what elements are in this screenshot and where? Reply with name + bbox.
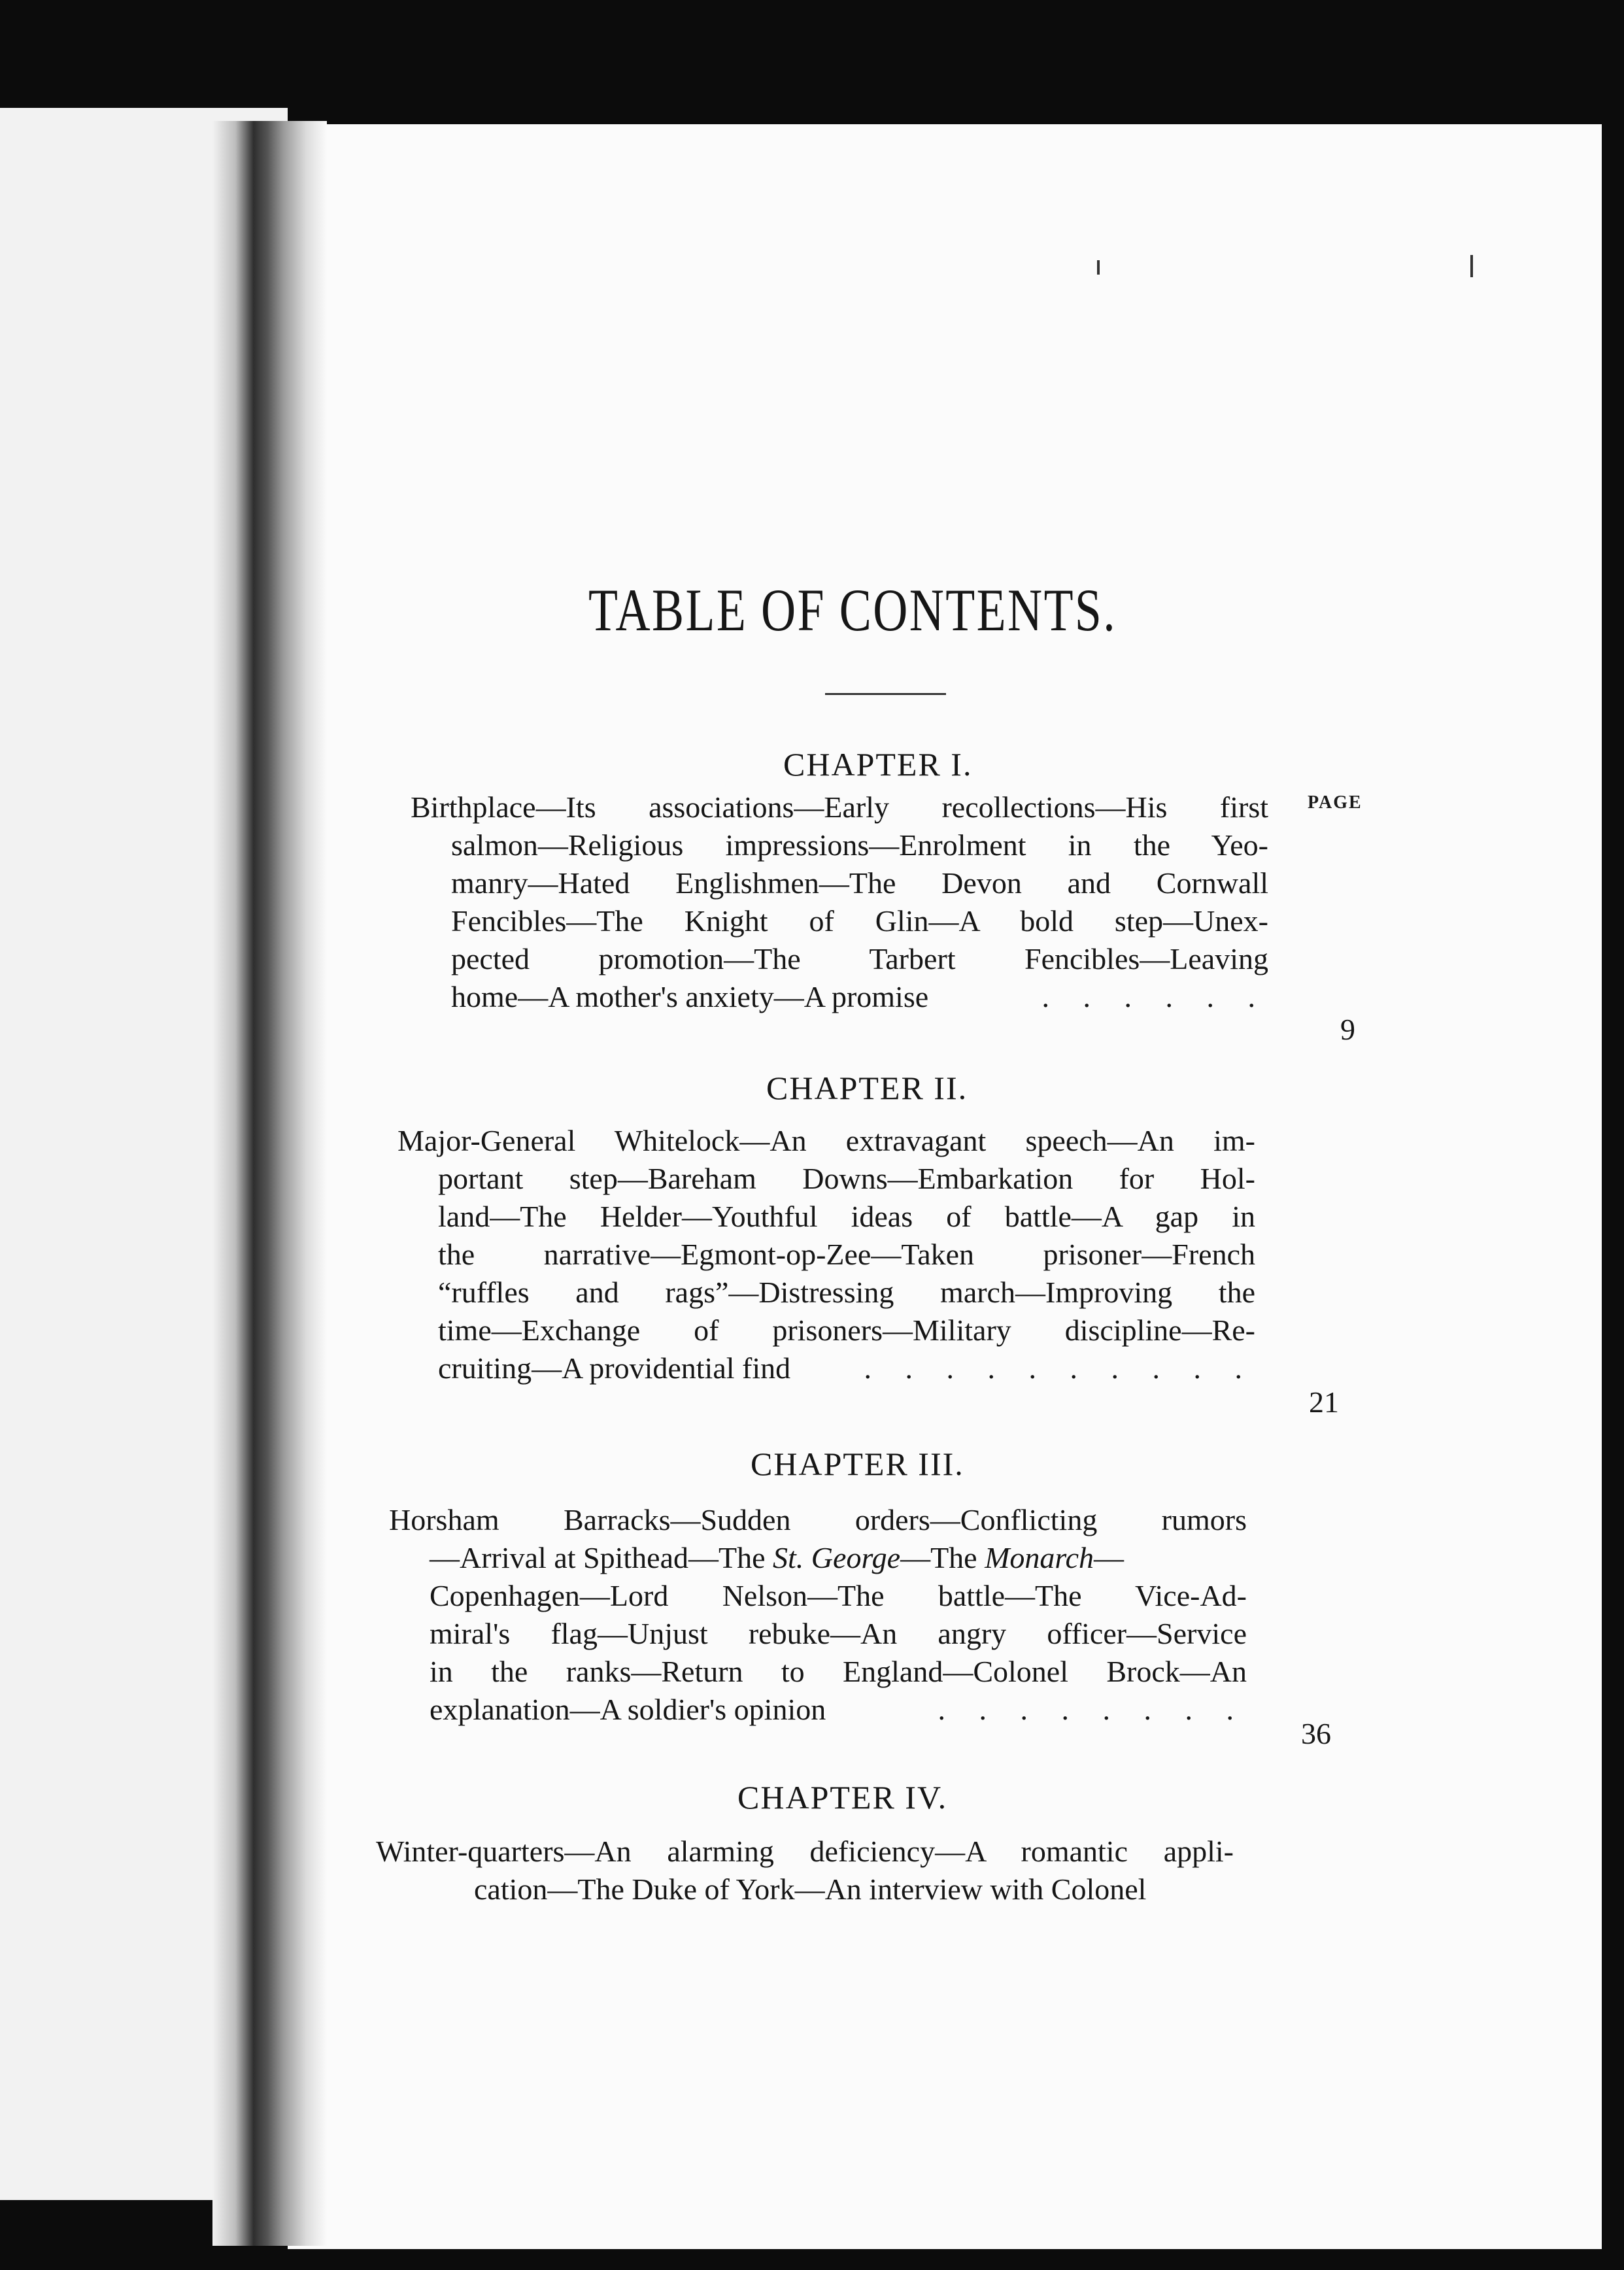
summary-line: cation—The Duke of York—An interview with Colonel bbox=[474, 1872, 1147, 1906]
summary-line: pected promotion—The Tarbert Fencibles—Leaving bbox=[451, 942, 1268, 975]
chapter-summary bbox=[376, 1834, 1234, 1910]
page-column-label: PAGE bbox=[1308, 792, 1362, 813]
summary-line: miral's flag—Unjust rebuke—An angry officer—Service bbox=[430, 1617, 1247, 1650]
summary-line bbox=[430, 1692, 1247, 1730]
summary-text: cruiting—A providential find bbox=[438, 1351, 791, 1385]
summary-line: Birthplace—Its associations—Early recollections—His first bbox=[411, 790, 1268, 824]
summary-line bbox=[430, 1540, 1247, 1578]
chapter-heading: CHAPTER IV. bbox=[737, 1779, 948, 1816]
summary-line bbox=[451, 979, 1268, 1017]
summary-line: Copenhagen—Lord Nelson—The battle—The Vice-Ad- bbox=[430, 1579, 1247, 1612]
summary-line: portant step—Bareham Downs—Embarkation for Hol- bbox=[438, 1162, 1255, 1195]
summary-line: land—The Helder—Youthful ideas of battle—A gap in bbox=[438, 1200, 1255, 1233]
summary-line: time—Exchange of prisoners—Military discipline—Re- bbox=[438, 1313, 1255, 1347]
summary-text: explanation—A soldier's opinion bbox=[430, 1693, 826, 1726]
summary-text: —Arrival at Spithead—The St. George—The Monarch— bbox=[430, 1541, 1125, 1574]
summary-line: “ruffles and rags”—Distressing march—Improving the bbox=[438, 1276, 1255, 1309]
chapter-heading: CHAPTER II. bbox=[766, 1070, 968, 1106]
chapter-summary bbox=[398, 1123, 1255, 1389]
page-number: 36 bbox=[1301, 1717, 1331, 1750]
chapter-summary bbox=[389, 1502, 1247, 1730]
dot-leader: . . . . . . . . bbox=[938, 1693, 1247, 1726]
dot-leader: . . . . . . bbox=[1041, 980, 1268, 1013]
page-mark bbox=[1470, 255, 1473, 277]
summary-line: manry—Hated Englishmen—The Devon and Cornwall bbox=[451, 866, 1268, 900]
dot-leader: . . . . . . . . . . bbox=[864, 1351, 1255, 1385]
summary-line: Horsham Barracks—Sudden orders—Conflicting rumors bbox=[389, 1503, 1247, 1536]
chapter-heading: CHAPTER III. bbox=[751, 1446, 964, 1482]
summary-line bbox=[438, 1351, 1255, 1389]
title-rule bbox=[825, 693, 946, 695]
page-title: TABLE OF CONTENTS. bbox=[588, 577, 1117, 643]
summary-line: the narrative—Egmont-op-Zee—Taken prisoner—French bbox=[438, 1238, 1255, 1271]
book-gutter bbox=[212, 121, 327, 2246]
summary-line: salmon—Religious impressions—Enrolment in the Yeo- bbox=[451, 828, 1268, 862]
page-mark bbox=[1097, 260, 1100, 275]
summary-line: Major-General Whitelock—An extravagant speech—An im- bbox=[398, 1124, 1255, 1157]
summary-text: home—A mother's anxiety—A promise bbox=[451, 980, 929, 1013]
summary-line: Fencibles—The Knight of Glin—A bold step—Unex- bbox=[451, 904, 1268, 938]
chapter-heading: CHAPTER I. bbox=[783, 746, 973, 783]
summary-line: Winter-quarters—An alarming deficiency—A romantic appli- bbox=[376, 1835, 1234, 1868]
page-number: 21 bbox=[1309, 1385, 1339, 1419]
chapter-summary bbox=[411, 790, 1268, 1017]
summary-line: in the ranks—Return to England—Colonel Brock—An bbox=[430, 1655, 1247, 1688]
page-number: 9 bbox=[1340, 1013, 1355, 1046]
